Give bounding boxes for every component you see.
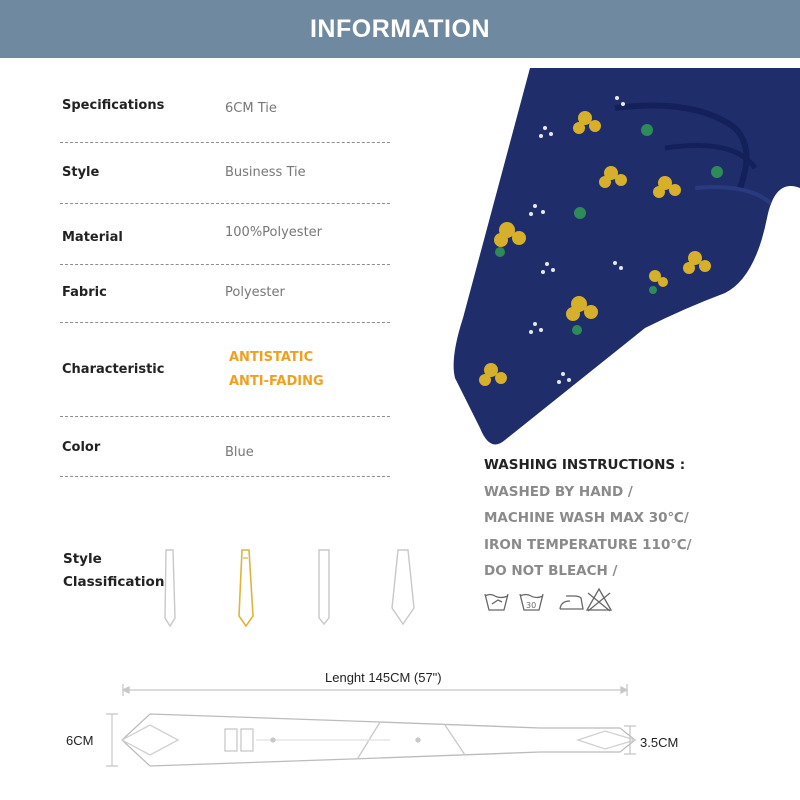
- care-icons: [482, 584, 622, 614]
- tie-body: [395, 68, 800, 460]
- row-divider: [60, 416, 390, 417]
- machine-wash-temp: 30: [526, 601, 537, 610]
- washing-title: WASHING INSTRUCTIONS :: [484, 457, 686, 473]
- spec-label-material: Material: [62, 230, 123, 245]
- page-title: INFORMATION: [309, 14, 490, 43]
- spec-value-specifications: 6CM Tie: [225, 101, 277, 116]
- spec-label-specifications: Specifications: [62, 98, 165, 113]
- machine-wash-30-icon: [520, 594, 543, 610]
- spec-label-characteristic: Characteristic: [62, 362, 165, 377]
- row-divider: [60, 142, 390, 143]
- tie-style-outline-4: [388, 548, 418, 628]
- no-bleach-icon: [587, 589, 611, 611]
- washing-line-bleach: DO NOT BLEACH /: [484, 563, 618, 579]
- style-classification-line1: Style: [63, 551, 102, 567]
- tie-style-outline-1: [160, 548, 180, 628]
- hand-wash-icon: [485, 594, 508, 610]
- style-classification-label: [63, 548, 164, 594]
- spec-value-anti-fading: ANTI-FADING: [229, 374, 324, 389]
- row-divider: [60, 203, 390, 204]
- row-divider: [60, 476, 390, 477]
- iron-icon: [560, 596, 583, 609]
- wide-end-label: 6CM: [66, 733, 94, 748]
- spec-value-style: Business Tie: [225, 165, 306, 180]
- row-divider: [60, 264, 390, 265]
- row-divider: [60, 322, 390, 323]
- spec-label-color: Color: [62, 440, 101, 455]
- narrow-end-label: 3.5CM: [640, 735, 679, 750]
- washing-line-machine: MACHINE WASH MAX 30℃/: [484, 510, 689, 526]
- style-classification-line2: Classification: [63, 574, 165, 590]
- washing-line-hand: WASHED BY HAND /: [484, 484, 633, 500]
- spec-value-antistatic: ANTISTATIC: [229, 350, 314, 365]
- spec-value-color: Blue: [225, 445, 254, 460]
- length-label: Lenght 145CM (57"): [325, 670, 442, 685]
- spec-label-style: Style: [62, 165, 100, 180]
- tie-style-outline-2-selected: [234, 548, 258, 628]
- washing-line-iron: IRON TEMPERATURE 110℃/: [484, 537, 692, 553]
- spec-value-material: 100%Polyester: [225, 225, 323, 240]
- header-banner: [0, 0, 800, 58]
- spec-value-fabric: Polyester: [225, 285, 285, 300]
- tie-product-photo: [395, 68, 800, 460]
- spec-label-fabric: Fabric: [62, 285, 107, 300]
- tie-style-outline-3: [313, 548, 335, 628]
